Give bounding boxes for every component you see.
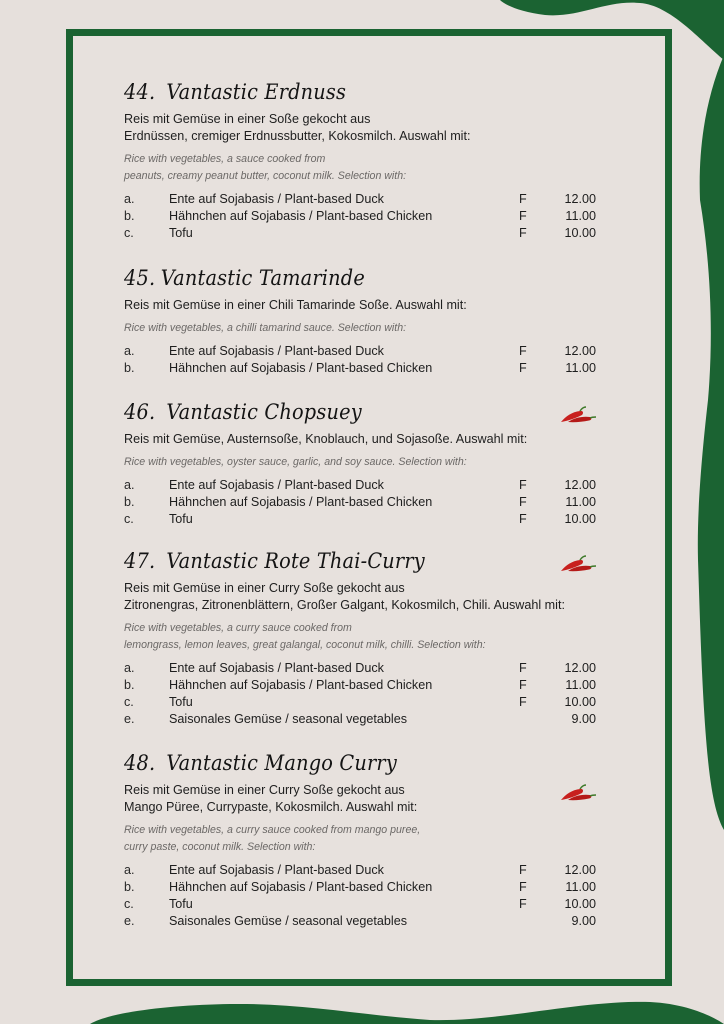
dish-number: 46. — [124, 400, 156, 424]
description-english — [124, 454, 600, 471]
menu-section-45 — [124, 264, 600, 377]
option-list — [124, 862, 600, 930]
option-letter: b. — [124, 361, 135, 375]
option-row — [124, 343, 600, 360]
option-name: Hähnchen auf Sojabasis / Plant-based Chicken — [169, 880, 433, 894]
option-row — [124, 694, 600, 711]
option-row — [124, 225, 600, 242]
option-price: 11.00 — [565, 678, 596, 692]
option-name: Hähnchen auf Sojabasis / Plant-based Chicken — [169, 495, 433, 509]
option-name: Ente auf Sojabasis / Plant-based Duck — [169, 478, 384, 492]
option-price: 12.00 — [564, 344, 596, 358]
description-english — [124, 822, 600, 856]
option-flag: F — [519, 512, 527, 526]
option-price: 12.00 — [564, 478, 596, 492]
option-letter: a. — [124, 661, 135, 675]
option-row — [124, 191, 600, 208]
option-price: 10.00 — [564, 226, 596, 240]
description-german — [124, 431, 600, 448]
option-flag: F — [519, 863, 527, 877]
option-row — [124, 477, 600, 494]
description-line: Reis mit Gemüse in einer Curry Soße gekocht aus — [124, 581, 405, 595]
description-german — [124, 580, 600, 614]
menu-section-47 — [124, 547, 600, 728]
option-list — [124, 343, 600, 377]
option-letter: a. — [124, 478, 135, 492]
right-side-wave — [698, 55, 724, 830]
option-row — [124, 913, 600, 930]
dish-title — [124, 547, 562, 575]
option-price: 9.00 — [571, 914, 596, 928]
option-name: Saisonales Gemüse / seasonal vegetables — [169, 914, 408, 928]
option-price: 12.00 — [564, 192, 596, 206]
option-flag: F — [519, 695, 527, 709]
option-flag: F — [519, 209, 527, 223]
description-line: Rice with vegetables, a curry sauce cooked from — [124, 622, 352, 634]
option-name: Saisonales Gemüse / seasonal vegetables — [169, 712, 408, 726]
option-price: 11.00 — [565, 209, 596, 223]
description-line: Rice with vegetables, a chilli tamarind sauce. Selection with: — [124, 322, 407, 334]
description-english — [124, 151, 600, 185]
option-name: Hähnchen auf Sojabasis / Plant-based Chicken — [169, 361, 433, 375]
option-price: 11.00 — [565, 495, 596, 509]
option-letter: a. — [124, 192, 135, 206]
option-row — [124, 677, 600, 694]
option-flag: F — [519, 344, 527, 358]
option-row — [124, 360, 600, 377]
menu-section-44 — [124, 78, 600, 242]
description-line: Rice with vegetables, oyster sauce, garlic, and soy sauce. Selection with: — [124, 456, 467, 468]
option-letter: c. — [124, 897, 134, 911]
description-line: Reis mit Gemüse in einer Chili Tamarinde Soße. Auswahl mit: — [124, 298, 467, 312]
option-flag: F — [519, 361, 527, 375]
description-line: curry paste, coconut milk. Selection with: — [124, 841, 316, 853]
option-row — [124, 208, 600, 225]
option-name: Tofu — [169, 695, 193, 709]
option-letter: c. — [124, 512, 134, 526]
description-line: Rice with vegetables, a sauce cooked from — [124, 153, 326, 165]
dish-title — [124, 398, 562, 426]
chili-pepper-icon — [558, 782, 598, 804]
option-price: 9.00 — [571, 712, 596, 726]
option-list — [124, 660, 600, 728]
menu-section-48 — [124, 749, 600, 930]
description-line: Rice with vegetables, a curry sauce cooked from mango puree, — [124, 824, 421, 836]
dish-name: Vantastic Tamarinde — [160, 266, 365, 290]
option-name: Tofu — [169, 512, 193, 526]
description-german — [124, 111, 600, 145]
bottom-wave — [90, 1002, 724, 1024]
option-letter: e. — [124, 712, 135, 726]
option-letter: e. — [124, 914, 135, 928]
description-line: Reis mit Gemüse in einer Curry Soße gekocht aus — [124, 783, 405, 797]
description-english — [124, 320, 600, 337]
option-flag: F — [519, 661, 527, 675]
option-row — [124, 879, 600, 896]
option-row — [124, 494, 600, 511]
dish-number: 45. — [124, 266, 156, 290]
description-line: peanuts, creamy peanut butter, coconut milk. Selection with: — [124, 170, 407, 182]
option-row — [124, 896, 600, 913]
option-name: Ente auf Sojabasis / Plant-based Duck — [169, 863, 384, 877]
description-line: Zitronengras, Zitronenblättern, Großer Galgant, Kokosmilch, Chili. Auswahl mit: — [124, 598, 565, 612]
option-price: 10.00 — [564, 695, 596, 709]
option-price: 12.00 — [564, 661, 596, 675]
dish-title — [124, 264, 562, 292]
dish-name: Vantastic Mango Curry — [166, 751, 397, 775]
option-name: Hähnchen auf Sojabasis / Plant-based Chicken — [169, 678, 433, 692]
option-flag: F — [519, 880, 527, 894]
option-letter: b. — [124, 678, 135, 692]
option-name: Tofu — [169, 897, 193, 911]
dish-title — [124, 749, 562, 777]
option-name: Ente auf Sojabasis / Plant-based Duck — [169, 661, 384, 675]
option-row — [124, 862, 600, 879]
dish-name: Vantastic Erdnuss — [166, 80, 347, 104]
dish-number: 47. — [124, 549, 156, 573]
chili-pepper-icon — [558, 404, 598, 426]
description-german — [124, 297, 600, 314]
description-line: Reis mit Gemüse in einer Soße gekocht aus — [124, 112, 371, 126]
option-row — [124, 660, 600, 677]
option-price: 11.00 — [565, 880, 596, 894]
option-flag: F — [519, 226, 527, 240]
option-price: 10.00 — [564, 897, 596, 911]
menu-section-46 — [124, 398, 600, 528]
option-letter: b. — [124, 495, 135, 509]
dish-number: 44. — [124, 80, 156, 104]
option-letter: b. — [124, 880, 135, 894]
option-letter: a. — [124, 863, 135, 877]
option-name: Ente auf Sojabasis / Plant-based Duck — [169, 192, 384, 206]
option-letter: a. — [124, 344, 135, 358]
option-flag: F — [519, 192, 527, 206]
chili-pepper-icon — [558, 553, 598, 575]
option-price: 10.00 — [564, 512, 596, 526]
option-letter: c. — [124, 695, 134, 709]
option-price: 11.00 — [565, 361, 596, 375]
description-line: Mango Püree, Currypaste, Kokosmilch. Auswahl mit: — [124, 800, 418, 814]
description-line: Erdnüssen, cremiger Erdnussbutter, Kokosmilch. Auswahl mit: — [124, 129, 471, 143]
dish-title — [124, 78, 562, 106]
description-line: Reis mit Gemüse, Austernsoße, Knoblauch, und Sojasoße. Auswahl mit: — [124, 432, 528, 446]
option-list — [124, 191, 600, 242]
option-row — [124, 711, 600, 728]
option-name: Hähnchen auf Sojabasis / Plant-based Chicken — [169, 209, 433, 223]
option-flag: F — [519, 495, 527, 509]
description-line: lemongrass, lemon leaves, great galangal, coconut milk, chilli. Selection with: — [124, 639, 486, 651]
option-name: Ente auf Sojabasis / Plant-based Duck — [169, 344, 384, 358]
option-name: Tofu — [169, 226, 193, 240]
option-flag: F — [519, 678, 527, 692]
option-list — [124, 477, 600, 528]
option-row — [124, 511, 600, 528]
dish-name: Vantastic Rote Thai-Curry — [166, 549, 425, 573]
option-flag: F — [519, 897, 527, 911]
option-flag: F — [519, 478, 527, 492]
description-english — [124, 620, 600, 654]
dish-name: Vantastic Chopsuey — [166, 400, 362, 424]
option-letter: b. — [124, 209, 135, 223]
option-letter: c. — [124, 226, 134, 240]
option-price: 12.00 — [564, 863, 596, 877]
description-german — [124, 782, 600, 816]
dish-number: 48. — [124, 751, 156, 775]
